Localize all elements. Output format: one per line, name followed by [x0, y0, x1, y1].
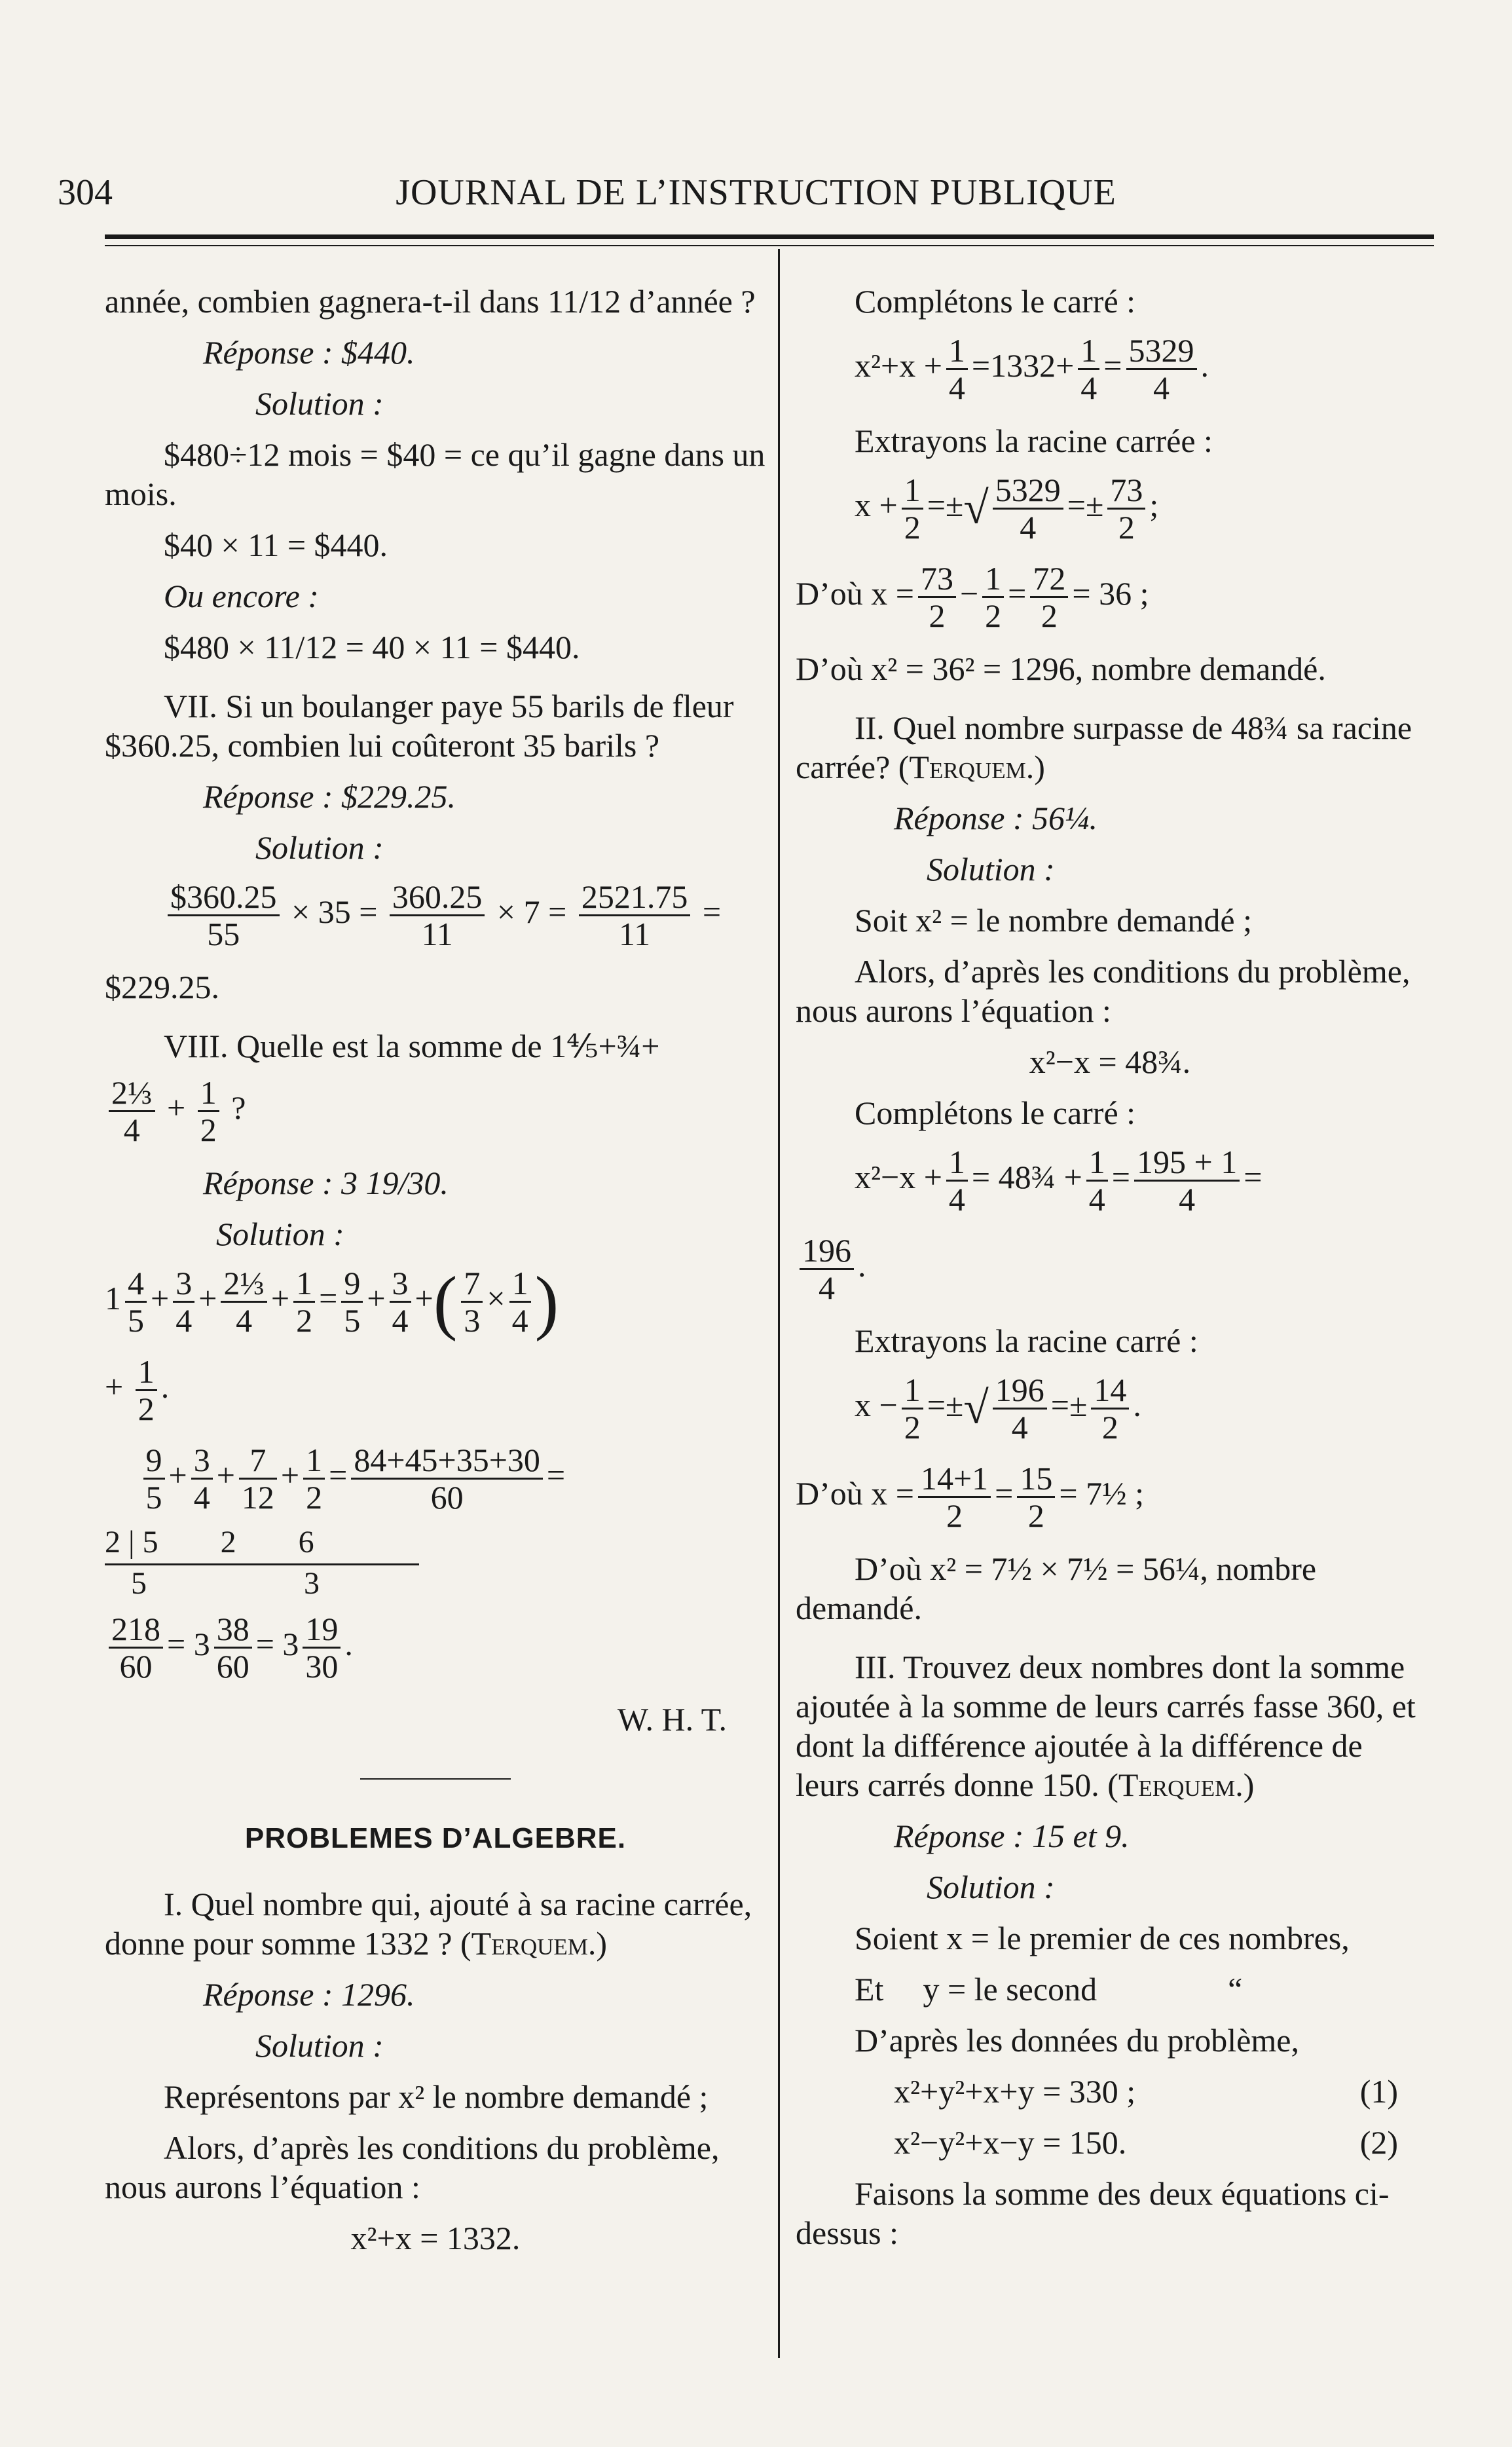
paragraph: Complétons le carré : — [855, 1094, 1136, 1131]
paragraph: Alors, d’après les conditions du problème, nous aurons l’équation : — [105, 2129, 720, 2205]
paragraph: Extrayons la racine carré : — [855, 1322, 1198, 1359]
paragraph: $480 × 11/12 = 40 × 11 = $440. — [164, 629, 580, 665]
section-heading: PROBLEMES D’ALGEBRE. — [244, 1822, 627, 1854]
column-divider — [778, 249, 780, 2358]
problem-ii: II. Quel nombre surpasse de 48¾ sa racine carrée? (Terquem.) — [796, 709, 1412, 785]
paragraph: année, combien gagnera-t-il dans 11/12 d’année ? — [105, 283, 756, 320]
paragraph: Et y = le second “ — [855, 1971, 1243, 2008]
equation: x²+x = 1332. — [350, 2220, 521, 2256]
problem-iii: III. Trouvez deux nombres dont la somme ajoutée à la somme de leurs carrés fasse 360, et dont la différence ajoutée à la différence de leurs carrés donne 150. (Terquem.) — [796, 1649, 1416, 1803]
answer: Réponse : 1296. — [203, 1976, 415, 2013]
paragraph: D’où x² = 36² = 1296, nombre demandé. — [796, 650, 1326, 687]
equation: $\frac{\text{2⅓}}{4}$ + $\frac{1}{2}$ ? — [105, 1075, 766, 1148]
equation: x²+x + $\frac{1}{4}$ =1332+ $\frac{1}{4}$ = $\frac{5329}{4}$ . — [855, 332, 1209, 406]
result: $229.25. — [105, 969, 219, 1005]
equation: + $\frac{1}{2}$ . — [105, 1353, 170, 1427]
problem-vii: VII. Si un boulanger paye 55 barils de fleur $360.25, combien lui coûteront 35 barils ? — [105, 688, 734, 764]
right-column — [796, 282, 1424, 2264]
equation: x − $\frac{1}{2}$ =±√ $\frac{196}{4}$ =± $\frac{14}{2}$ . — [855, 1372, 1141, 1446]
problem-viii: VIII. Quelle est la somme de 1⅘+¾+ — [164, 1028, 660, 1064]
paragraph: Complétons le carré : — [855, 283, 1136, 320]
paragraph: D’après les données du problème, — [855, 2022, 1299, 2059]
equation: x²−y²+x−y = 150. (2) — [894, 2124, 1398, 2161]
paragraph: Extrayons la racine carrée : — [855, 422, 1213, 459]
fraction: $\frac{\$360.25}{55}$ — [168, 879, 280, 952]
equation: x²−x + $\frac{1}{4}$ = 48¾ + $\frac{1}{4}$ = $\frac{195 + 1}{4}$ = — [855, 1144, 1263, 1218]
solution-label: Solution : — [927, 1869, 1055, 1905]
equation: $\frac{\$360.25}{55}$ × 35 = $\frac{360.25}{11}$ × 7 = $\frac{2521.75}{11}$ = — [105, 879, 766, 952]
paragraph: D’où x² = 7½ × 7½ = 56¼, nombre demandé. — [796, 1550, 1317, 1626]
signature: W. H. T. — [617, 1701, 727, 1738]
solution-label: Solution : — [255, 385, 384, 422]
header-rule — [105, 234, 1434, 239]
answer: Réponse : 3 19/30. — [203, 1165, 449, 1201]
answer: Réponse : 56¼. — [894, 800, 1098, 836]
answer: Réponse : 15 et 9. — [894, 1818, 1130, 1854]
paragraph: Faisons la somme des deux équations ci-dessus : — [796, 2175, 1390, 2251]
paragraph: $480÷12 mois = $40 = ce qu’il gagne dans un mois. — [105, 436, 765, 512]
equation: x²−x = 48¾. — [1029, 1043, 1191, 1080]
equation: x²+y²+x+y = 330 ; (1) — [894, 2073, 1398, 2110]
paragraph: Soit x² = le nombre demandé ; — [855, 902, 1252, 939]
fraction: $\frac{\text{2⅓}}{4}$ — [109, 1075, 155, 1148]
equation: $\frac{9}{5}$ + $\frac{3}{4}$ + $\frac{7}{12}$ + $\frac{1}{2}$ = $\frac{84+45+35+30}{60}$ = — [105, 1442, 766, 1515]
equation: D’où x = $\frac{73}{2}$ − $\frac{1}{2}$ = $\frac{72}{2}$ = 36 ; — [796, 560, 1149, 634]
solution-label: Solution : — [255, 2027, 384, 2064]
problem-i: I. Quel nombre qui, ajouté à sa racine carrée, donne pour somme 1332 ? (Terquem.) — [105, 1886, 752, 1962]
header-rule-thin — [105, 245, 1434, 246]
equation: $\frac{196}{4}$ . — [796, 1233, 1424, 1305]
equation: x + $\frac{1}{2}$ =±√ $\frac{5329}{4}$ =± $\frac{73}{2}$ ; — [855, 472, 1159, 546]
equation: $\frac{218}{60}$ = 3 $\frac{38}{60}$ = 3 $\frac{19}{30}$ . — [105, 1611, 766, 1684]
answer: Réponse : $229.25. — [203, 778, 456, 815]
equation: D’où x = $\frac{14+1}{2}$ = $\frac{15}{2}$ = 7½ ; — [796, 1460, 1144, 1534]
fraction: $\frac{360.25}{11}$ — [390, 879, 485, 952]
separator-rule — [360, 1778, 511, 1780]
solution-label: Solution : — [216, 1216, 344, 1252]
paragraph: $40 × 11 = $440. — [164, 527, 388, 563]
answer: Réponse : $440. — [203, 334, 415, 371]
solution-label: Solution : — [927, 851, 1055, 887]
page-number: 304 — [58, 172, 113, 213]
solution-label: Solution : — [255, 829, 384, 866]
paragraph: Représentons par x² le nombre demandé ; — [164, 2078, 709, 2115]
alt-label: Ou encore : — [164, 578, 319, 614]
left-column — [105, 282, 766, 2270]
paragraph: Alors, d’après les conditions du problème, nous aurons l’équation : — [796, 953, 1411, 1029]
division-table: 2 | 5 2 6 5 3 — [105, 1524, 419, 1602]
fraction: $\frac{2521.75}{11}$ — [579, 879, 691, 952]
running-title: JOURNAL DE L’INSTRUCTION PUBLIQUE — [396, 172, 1116, 213]
fraction: $\frac{1}{2}$ — [198, 1075, 219, 1148]
equation: 1 $\frac{4}{5}$ + $\frac{3}{4}$ + $\frac{\text{2⅓}}{4}$ + $\frac{1}{2}$ = $\frac{9}{5}$ + $\frac{3}{4}$ +( $\frac{7}{3}$ × $\frac{1}{4}$ ) — [105, 1261, 559, 1342]
paragraph: Soient x = le premier de ces nombres, — [855, 1920, 1350, 1956]
